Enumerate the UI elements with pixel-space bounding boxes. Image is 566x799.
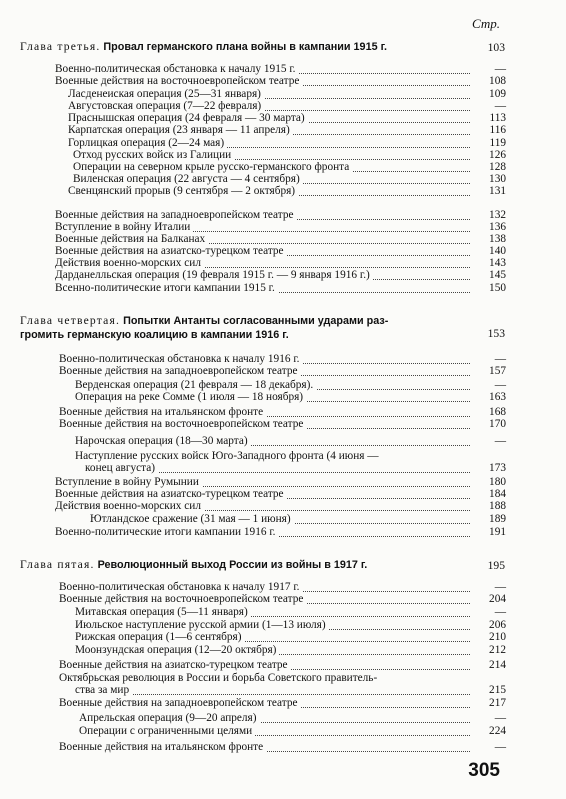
toc-entry-title: Верденская операция (21 февраля — 18 декабря). [75,379,316,391]
toc-entry[interactable] [75,380,470,391]
toc-entry[interactable] [59,594,470,605]
toc-entry[interactable] [55,246,470,257]
toc-entry-title: Апрельская операция (9—20 апреля) [79,712,260,724]
toc-entry-page: — [494,712,506,724]
toc-entry-page: 131 [489,185,506,197]
toc-entry-title: Операция на реке Сомме (1 июля — 18 ноября) [75,391,306,403]
toc-entry-title-cont: конец августа) [85,462,158,474]
toc-entry-page: 108 [489,75,506,87]
toc-entry-page: 215 [489,684,506,696]
toc-entry-title: Виленская операция (22 августа — 4 сентября) [73,173,303,185]
toc-entry-page: 157 [489,365,506,377]
toc-entry-title: Военные действия на Балканах [55,233,208,245]
chapter-label: Глава третья. [20,40,101,53]
toc-entry-title: Военные действия на итальянском фронте [59,741,266,753]
toc-entry-page: 143 [489,257,506,269]
toc-entry-page: 188 [489,500,506,512]
toc-entry[interactable] [68,125,470,136]
toc-entry-title: Вступление в войну Румынии [55,476,202,488]
toc-entry-title: Военные действия на восточноевропейском театре [59,593,306,605]
toc-entry-page: 204 [489,593,506,605]
toc-entry[interactable] [73,174,470,185]
chapter-title: Революционный выход России из войны в 1917 г. [97,559,368,571]
toc-entry-title: Рижская операция (1—6 сентября) [75,631,245,643]
toc-entry[interactable] [75,436,470,447]
toc-entry-title: Военные действия на западноевропейском театре [59,697,301,709]
toc-entry-title-cont: ства за мир [75,684,132,696]
toc-entry-title: Военные действия на западноевропейском театре [59,365,301,377]
toc-entry-page: 130 [489,173,506,185]
toc-entry-title: Военные действия на восточноевропейском театре [55,75,302,87]
toc-entry-page: — [494,741,506,753]
toc-entry-title: Военные действия на азиатско-турецком театре [59,659,291,671]
toc-entry-page: 224 [489,725,506,737]
toc-entry[interactable] [55,76,470,87]
toc-entry-page: — [494,379,506,391]
toc-entry-title: Действия военно-морских сил [55,257,204,269]
toc-entry-title: Всенно-политические итоги кампании 1915 г. [55,282,278,294]
toc-entry-page: — [494,435,506,447]
chapter-heading [20,314,505,340]
toc-entry-page: 119 [489,137,506,149]
toc-entry-title: Военно-политическая обстановка к началу 1915 г. [55,63,299,75]
toc-entry[interactable] [75,607,470,618]
toc-entry-title: Ласденеиская операция (25—31 января) [68,88,264,100]
toc-entry-page: 138 [489,233,506,245]
toc-entry[interactable] [59,582,470,593]
toc-entry[interactable] [55,527,470,538]
toc-entry-title: Военно-политические итоги кампании 1916 г. [55,526,279,538]
toc-entry-title: Военные действия на восточноевропейском театре [59,418,306,430]
toc-entry[interactable] [55,222,470,233]
toc-entry-title: Нарочская операция (18—30 марта) [75,435,251,447]
toc-entry-page: 191 [489,526,506,538]
toc-entry-page: 132 [489,209,506,221]
toc-entry-page: — [494,606,506,618]
toc-entry-title: Октябрьская революция в России и борьба Советского правитель- [59,672,380,684]
chapter-heading [20,40,505,54]
toc-entry[interactable] [90,514,470,525]
toc-entry[interactable] [59,419,470,430]
chapter-label: Глава пятая. [20,558,95,571]
toc-entry-title: Отход русских войск из Галиции [73,149,234,161]
chapter-heading [20,558,505,572]
toc-entry[interactable] [55,234,470,245]
page-column-header: Стр. [472,16,500,31]
chapter-page: 195 [487,559,505,572]
toc-entry-title: Военные действия на азиатско-турецком театре [55,488,287,500]
toc-entry[interactable] [73,162,470,173]
toc-entry[interactable] [75,620,470,631]
toc-entry[interactable] [59,660,470,671]
toc-entry[interactable] [68,138,470,149]
toc-entry-continuation[interactable] [75,685,470,696]
toc-entry-title: Дарданелльская операция (19 февраля 1915 г. — 9 января 1916 г.) [55,269,373,281]
toc-entry-title: Военно-политическая обстановка к началу 1916 г. [59,353,303,365]
toc-entry[interactable] [59,698,470,709]
toc-entry-title: Праснышская операция (24 февраля — 30 марта) [68,112,308,124]
toc-entry[interactable] [59,673,470,684]
toc-entry-page: 126 [489,149,506,161]
toc-entry-page: 113 [489,112,506,124]
toc-entry[interactable] [75,451,470,462]
toc-entry[interactable] [68,186,470,197]
chapter-page: 103 [487,41,505,54]
toc-entry[interactable] [75,632,470,643]
toc-entry-page: 145 [489,269,506,281]
toc-entry-title: Военно-политическая обстановка к началу 1917 г. [59,581,303,593]
toc-entry[interactable] [73,150,470,161]
toc-entry-page: — [494,353,506,365]
toc-entry-page: 212 [489,644,506,656]
toc-entry[interactable] [55,210,470,221]
toc-entry-title: Августовская операция (7—22 февраля) [68,100,264,112]
toc-entry-title: Свенцянский прорыв (9 сентября — 2 октября) [68,185,298,197]
toc-entry-page: 109 [489,88,506,100]
toc-entry-title: Наступление русских войск Юго-Западного фронта (4 июня — [75,450,382,462]
chapter-title-line1: Попытки Антанты согласованными ударами раз- [123,315,389,327]
toc-entry[interactable] [79,713,470,724]
dot-leader [75,694,470,695]
toc-entry[interactable] [55,477,470,488]
toc-entry-page: 180 [489,476,506,488]
toc-entry-title: Операции на северном крыле русско-германского фронта [73,161,352,173]
toc-entry-page: 150 [489,282,506,294]
toc-entry-title: Вступление в войну Италии [55,221,193,233]
chapter-label: Глава четвертая. [20,314,121,327]
toc-entry[interactable] [55,489,470,500]
toc-entry[interactable] [68,89,470,100]
toc-entry-page: — [494,100,506,112]
toc-entry[interactable] [68,113,470,124]
toc-entry[interactable] [68,101,470,112]
toc-entry[interactable] [55,270,470,281]
toc-entry-title: Ютландское сражение (31 мая — 1 июня) [90,513,294,525]
page-number: 305 [468,760,500,781]
toc-entry-title: Военные действия на итальянском фронте [59,406,266,418]
toc-entry[interactable] [59,366,470,377]
toc-entry[interactable] [59,407,470,418]
toc-entry-page: 170 [489,418,506,430]
toc-entry-page: 214 [489,659,506,671]
toc-entry[interactable] [55,501,470,512]
toc-entry[interactable] [59,742,470,753]
chapter-title: Провал германского плана войны в кампании 1915 г. [103,41,387,53]
toc-entry-title: Горлицкая операция (2—24 мая) [68,137,227,149]
toc-entry-page: 206 [489,619,506,631]
toc-entry-page: 189 [489,513,506,525]
toc-entry-page: 168 [489,406,506,418]
toc-entry-page: 140 [489,245,506,257]
toc-entry-page: 210 [489,631,506,643]
toc-entry-page: — [494,63,506,75]
toc-entry[interactable] [55,64,470,75]
toc-entry-title: Военные действия на западноевропейском театре [55,209,297,221]
toc-entry-page: 173 [489,462,506,474]
toc-entry-title: Операции с ограниченными целями [79,725,255,737]
toc-entry[interactable] [55,283,470,294]
toc-entry-page: — [494,581,506,593]
toc-entry[interactable] [59,354,470,365]
toc-entry[interactable] [55,258,470,269]
toc-entry-page: 136 [489,221,506,233]
toc-entry-page: 217 [489,697,506,709]
toc-entry-continuation[interactable] [85,463,470,474]
toc-entry-title: Митавская операция (5—11 января) [75,606,251,618]
toc-entry[interactable] [75,392,470,403]
toc-entry-title: Военные действия на азиатско-турецком театре [55,245,287,257]
toc-entry-title: Действия военно-морских сил [55,500,204,512]
chapter-title-line2: громить германскую коалицию в кампании 1916 г. [20,329,289,341]
toc-entry-title: Июльское наступление русской армии (1—13 июля) [75,619,329,631]
toc-entry[interactable] [79,726,470,737]
chapter-page: 153 [487,327,505,340]
toc-entry-page: 116 [489,124,506,136]
toc-entry-page: 184 [489,488,506,500]
toc-entry-title: Моонзундская операция (12—20 октября) [75,644,279,656]
toc-entry-page: 163 [489,391,506,403]
toc-entry[interactable] [75,645,470,656]
toc-entry-page: 128 [489,161,506,173]
toc-entry-title: Карпатская операция (23 января — 11 апреля) [68,124,293,136]
